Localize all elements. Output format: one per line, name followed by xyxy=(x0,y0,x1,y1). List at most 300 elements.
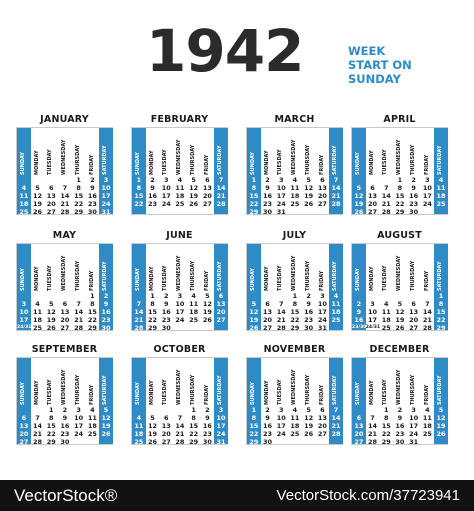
day-cell: 17 xyxy=(161,191,171,200)
weekday-label: SUNDAY xyxy=(20,151,26,175)
month-june xyxy=(131,229,228,333)
day-cell: 3 xyxy=(76,405,81,414)
day-cell: 14 xyxy=(381,191,391,200)
day-cell: 23 xyxy=(87,199,97,208)
day-cell: 10 xyxy=(19,307,29,316)
day-cell: 28 xyxy=(216,199,226,208)
weekday-label: WEDNESDAY xyxy=(291,255,298,291)
day-cell: 8 xyxy=(76,183,81,192)
weekday-column-friday xyxy=(421,244,435,330)
weekday-column-saturday xyxy=(434,128,448,214)
day-cell: 5 xyxy=(306,175,311,184)
day-cell: 2 xyxy=(163,291,169,300)
day-cell: 23 xyxy=(409,199,419,208)
day-cell: 28 xyxy=(331,199,341,208)
day-cell: 4 xyxy=(333,291,339,300)
weekday-column-wednesday xyxy=(58,244,72,330)
day-cell: 23 xyxy=(148,199,158,208)
day-cell: 12 xyxy=(304,183,314,192)
day-cell: 31 xyxy=(276,207,286,216)
day-cell: 29 xyxy=(74,207,84,216)
weekday-label: FRIDAY xyxy=(318,154,325,175)
weekday-column-sunday xyxy=(132,244,146,330)
weekday-column-saturday xyxy=(329,244,343,330)
day-cell: 13 xyxy=(216,299,226,308)
day-cell: 12 xyxy=(436,413,446,422)
day-cell: 25 xyxy=(290,429,300,438)
weekday-column-thursday xyxy=(187,128,201,214)
day-cell: 8 xyxy=(251,183,257,192)
day-cell: 26 xyxy=(436,429,446,438)
weekday-label: WEDNESDAY xyxy=(176,255,183,291)
day-cell: 24 xyxy=(317,315,327,324)
day-cell: 4 xyxy=(383,299,389,308)
day-cell: 21 xyxy=(33,429,43,438)
day-cell: 24 xyxy=(422,199,432,208)
day-cell: 4 xyxy=(438,175,444,184)
weekday-label: SUNDAY xyxy=(250,151,256,175)
day-cell: 10 xyxy=(422,183,432,192)
month-name: SEPTEMBER xyxy=(31,344,98,355)
day-cell: 27 xyxy=(354,437,364,446)
weekday-label: SATURDAY xyxy=(332,261,339,291)
day-cell: 4 xyxy=(90,405,95,414)
weekday-column-wednesday xyxy=(288,128,302,214)
weekday-label: SATURDAY xyxy=(217,261,224,291)
brand-logo: VectorStock® xyxy=(14,486,118,505)
day-cell: 18 xyxy=(381,315,391,324)
weekday-column-tuesday xyxy=(44,128,58,214)
weekday-column-tuesday xyxy=(379,128,393,214)
weekday-label: MONDAY xyxy=(148,266,155,291)
day-cell: 11 xyxy=(19,191,29,200)
weekday-label: FRIDAY xyxy=(88,154,95,175)
day-cell: 20 xyxy=(216,307,226,316)
day-cell: 19 xyxy=(202,307,212,316)
day-cell: 7 xyxy=(278,299,284,308)
weekday-label: WEDNESDAY xyxy=(396,369,403,405)
month-name: OCTOBER xyxy=(153,344,206,355)
day-cell: 3 xyxy=(218,405,224,414)
day-cell: 10 xyxy=(161,183,171,192)
weekday-label: SUNDAY xyxy=(20,267,26,291)
weekday-label: SUNDAY xyxy=(250,381,256,405)
day-cell: 21 xyxy=(331,191,341,200)
day-cell: 29 xyxy=(436,323,446,332)
month-name: AUGUST xyxy=(377,230,422,241)
month-may xyxy=(16,229,113,333)
day-cell: 3 xyxy=(411,405,416,414)
day-cell: 8 xyxy=(438,299,444,308)
weekday-label: SUNDAY xyxy=(355,151,361,175)
day-cell: 14 xyxy=(422,307,432,316)
weekday-label: TUESDAY xyxy=(47,379,54,405)
day-cell: 27 xyxy=(19,437,29,446)
weekday-label: FRIDAY xyxy=(203,384,210,405)
day-cell: 26 xyxy=(304,199,314,208)
day-cell: 16 xyxy=(354,315,364,324)
day-cell: 25 xyxy=(134,437,144,446)
weekday-column-saturday xyxy=(434,358,448,444)
month-name: MAY xyxy=(52,230,77,241)
day-cell: 28 xyxy=(74,323,84,332)
day-cell: 2 xyxy=(205,405,210,414)
day-cell: 10 xyxy=(276,183,286,192)
day-cell: 6 xyxy=(356,413,362,422)
day-cell: 24 xyxy=(409,429,419,438)
weekday-column-saturday xyxy=(99,128,113,214)
day-cell: 5 xyxy=(251,299,257,308)
day-cell: 25 xyxy=(33,323,43,332)
day-cell: 22 xyxy=(134,199,144,208)
day-cell: 15 xyxy=(436,307,446,316)
day-cell: 6 xyxy=(205,175,210,184)
day-cell: 29 xyxy=(46,437,56,446)
day-cell: 26 xyxy=(148,437,158,446)
day-cell: 21 xyxy=(381,199,391,208)
day-cell: 30 xyxy=(60,437,70,446)
day-cell: 25 xyxy=(175,199,185,208)
weekday-column-monday xyxy=(31,244,45,330)
weekday-label: THURSDAY xyxy=(304,144,311,175)
weekday-label: FRIDAY xyxy=(88,270,95,291)
weekday-column-tuesday xyxy=(159,244,173,330)
day-cell: 10 xyxy=(276,413,286,422)
day-cell: 25 xyxy=(19,207,29,216)
day-cell: 23 xyxy=(161,315,171,324)
day-cell: 26 xyxy=(304,429,314,438)
day-cell: 5 xyxy=(103,405,109,414)
day-cell: 10 xyxy=(175,299,185,308)
weekday-column-saturday xyxy=(99,244,113,330)
weekday-column-thursday xyxy=(407,244,421,330)
day-cell: 16 xyxy=(395,421,405,430)
day-cell: 14 xyxy=(216,183,226,192)
footer-bar xyxy=(0,480,474,511)
day-cell: 24 xyxy=(74,429,84,438)
day-cell: 18 xyxy=(422,421,432,430)
weekday-column-tuesday xyxy=(159,358,173,444)
weekday-label: SATURDAY xyxy=(332,145,339,175)
day-cell: 15 xyxy=(148,307,158,316)
day-cell: 17 xyxy=(422,191,432,200)
month-name: JANUARY xyxy=(40,114,89,125)
day-cell: 13 xyxy=(409,307,419,316)
day-cell: 13 xyxy=(317,413,327,422)
month-name: FEBRUARY xyxy=(150,114,209,125)
day-cell: 14 xyxy=(331,183,341,192)
day-cell: 19 xyxy=(304,421,314,430)
day-cell: 1 xyxy=(397,175,403,184)
month-grid xyxy=(131,243,228,331)
weekday-column-friday xyxy=(316,244,330,330)
weekday-column-saturday xyxy=(434,244,448,330)
day-cell: 12 xyxy=(395,307,405,316)
weekday-column-saturday xyxy=(214,128,228,214)
day-cell: 14 xyxy=(276,307,286,316)
day-cell: 26 xyxy=(202,315,212,324)
weekday-label: SUNDAY xyxy=(250,267,256,291)
day-cell: 6 xyxy=(163,413,169,422)
weekday-column-thursday xyxy=(72,358,86,444)
day-cell: 22 xyxy=(249,199,259,208)
month-name: DECEMBER xyxy=(369,344,430,355)
weekday-label: THURSDAY xyxy=(304,374,311,405)
weekday-label: SATURDAY xyxy=(102,375,109,405)
day-cell: 20 xyxy=(317,421,327,430)
weekday-label: THURSDAY xyxy=(409,144,416,175)
day-cell: 29 xyxy=(249,437,259,446)
day-cell: 6 xyxy=(370,183,375,192)
weekday-label: MONDAY xyxy=(368,150,375,175)
day-cell: 20 xyxy=(60,315,70,324)
day-cell: 5 xyxy=(356,183,362,192)
day-cell: 1 xyxy=(90,291,95,300)
day-cell: 19 xyxy=(46,315,56,324)
day-cell: 29 xyxy=(395,207,405,216)
day-cell: 2 xyxy=(356,299,362,308)
weekday-label: SUNDAY xyxy=(135,151,141,175)
day-cell: 20 xyxy=(19,429,29,438)
day-cell: 27 xyxy=(202,199,212,208)
weekday-column-friday xyxy=(201,358,215,444)
day-cell: 16 xyxy=(263,191,273,200)
day-cell: 4 xyxy=(21,183,27,192)
day-cell: 10 xyxy=(101,183,111,192)
day-cell: 2 xyxy=(62,405,68,414)
day-cell: 2 xyxy=(265,405,270,414)
day-cell: 7 xyxy=(370,413,375,422)
weekday-column-sunday xyxy=(352,244,366,330)
day-cell: 11 xyxy=(436,183,446,192)
weekday-column-thursday xyxy=(302,128,316,214)
weekday-label: SATURDAY xyxy=(217,375,224,405)
weekday-column-wednesday xyxy=(58,128,72,214)
day-cell: 3 xyxy=(103,175,109,184)
weekday-column-monday xyxy=(261,128,275,214)
day-cell: 17 xyxy=(317,307,327,316)
weekday-label: SUNDAY xyxy=(135,381,141,405)
weekday-column-sunday xyxy=(132,128,146,214)
day-cell: 30 xyxy=(101,323,111,332)
week-start-line-3: SUNDAY xyxy=(348,72,401,86)
day-cell: 21 xyxy=(368,429,378,438)
day-cell: 17 xyxy=(276,191,286,200)
day-cell: 10 xyxy=(409,413,419,422)
day-cell: 1 xyxy=(76,175,81,184)
day-cell: 19 xyxy=(189,191,199,200)
weekday-label: SATURDAY xyxy=(437,261,444,291)
weekday-label: TUESDAY xyxy=(277,379,284,405)
month-march xyxy=(246,113,343,217)
day-cell: 3 xyxy=(163,175,169,184)
weekday-column-monday xyxy=(366,358,380,444)
month-august xyxy=(351,229,448,333)
day-cell: 22 xyxy=(148,315,158,324)
day-cell: 21 xyxy=(422,315,432,324)
day-cell: 21 xyxy=(276,315,286,324)
day-cell: 19 xyxy=(395,315,405,324)
weekday-label: WEDNESDAY xyxy=(291,369,298,405)
weekday-column-wednesday xyxy=(393,358,407,444)
day-cell: 22 xyxy=(436,315,446,324)
day-cell: 5 xyxy=(438,405,444,414)
day-cell: 16 xyxy=(148,191,158,200)
day-cell: 22 xyxy=(249,429,259,438)
weekday-label: TUESDAY xyxy=(47,149,54,175)
weekday-label: THURSDAY xyxy=(409,374,416,405)
weekday-label: MONDAY xyxy=(368,266,375,291)
weekday-column-friday xyxy=(421,128,435,214)
day-cell: 30 xyxy=(409,207,419,216)
weekday-label: SUNDAY xyxy=(135,267,141,291)
day-cell: 30 xyxy=(263,207,273,216)
weekday-label: TUESDAY xyxy=(162,265,169,291)
day-cell: 28 xyxy=(381,207,391,216)
day-cell: 24 xyxy=(276,199,286,208)
day-cell: 30 xyxy=(263,437,273,446)
weekday-column-wednesday xyxy=(393,244,407,330)
weekday-column-wednesday xyxy=(173,244,187,330)
weekday-column-monday xyxy=(261,358,275,444)
day-cell: 27 xyxy=(317,199,327,208)
weekday-label: SATURDAY xyxy=(332,375,339,405)
weekday-column-monday xyxy=(146,244,160,330)
month-grid xyxy=(16,127,113,215)
week-start-note xyxy=(348,44,458,86)
day-cell: 23 xyxy=(60,429,70,438)
day-cell: 16 xyxy=(60,421,70,430)
day-cell: 13 xyxy=(46,191,56,200)
day-cell: 27 xyxy=(60,323,70,332)
day-cell: 5 xyxy=(205,291,210,300)
weekday-column-friday xyxy=(86,244,100,330)
day-cell: 20 xyxy=(354,429,364,438)
day-cell: 15 xyxy=(74,191,84,200)
weekday-label: THURSDAY xyxy=(74,374,81,405)
day-cell: 18 xyxy=(87,421,97,430)
weekday-label: THURSDAY xyxy=(409,260,416,291)
day-cell: 30 xyxy=(161,323,171,332)
day-cell: 25 xyxy=(189,315,199,324)
weekday-label: TUESDAY xyxy=(382,379,389,405)
day-cell: 16 xyxy=(101,307,111,316)
day-cell: 31 xyxy=(317,323,327,332)
day-cell: 24 xyxy=(175,315,185,324)
day-cell: 9 xyxy=(265,183,270,192)
day-cell: 28 xyxy=(422,323,432,332)
day-cell: 29 xyxy=(189,437,199,446)
day-cell: 2 xyxy=(90,175,95,184)
weekday-label: FRIDAY xyxy=(423,384,430,405)
day-cell: 12 xyxy=(148,421,158,430)
day-cell: 24 xyxy=(276,429,286,438)
day-cell: 27 xyxy=(409,323,419,332)
day-cell: 5 xyxy=(397,299,403,308)
day-cell: 26 xyxy=(354,207,364,216)
day-cell: 12 xyxy=(304,413,314,422)
weekday-label: TUESDAY xyxy=(382,265,389,291)
weekday-label: THURSDAY xyxy=(74,144,81,175)
day-cell: 9 xyxy=(90,183,95,192)
weekday-column-saturday xyxy=(214,358,228,444)
day-cell: 17 xyxy=(175,307,185,316)
weekday-label: FRIDAY xyxy=(423,154,430,175)
weekday-label: WEDNESDAY xyxy=(396,255,403,291)
day-cell: 5 xyxy=(306,405,311,414)
month-grid xyxy=(131,357,228,445)
day-cell: 7 xyxy=(35,413,40,422)
day-cell: 24 xyxy=(216,429,226,438)
day-cell: 11 xyxy=(189,299,199,308)
weekday-label: THURSDAY xyxy=(189,374,196,405)
weekday-label: SATURDAY xyxy=(437,375,444,405)
month-february xyxy=(131,113,228,217)
day-cell: 10 xyxy=(216,413,226,422)
day-cell: 4 xyxy=(35,299,40,308)
day-cell: 6 xyxy=(320,175,325,184)
month-grid xyxy=(246,127,343,215)
weekday-label: WEDNESDAY xyxy=(176,139,183,175)
weekday-label: TUESDAY xyxy=(162,379,169,405)
day-cell: 22 xyxy=(290,315,300,324)
weekday-label: MONDAY xyxy=(33,380,40,405)
weekday-column-tuesday xyxy=(44,358,58,444)
month-grid xyxy=(246,243,343,331)
day-cell: 23 xyxy=(263,199,273,208)
month-december xyxy=(351,343,448,447)
weekday-label: WEDNESDAY xyxy=(291,139,298,175)
day-cell: 11 xyxy=(175,183,185,192)
weekday-label: WEDNESDAY xyxy=(396,139,403,175)
day-cell: 13 xyxy=(317,183,327,192)
month-november xyxy=(246,343,343,447)
weekday-column-wednesday xyxy=(288,244,302,330)
day-cell: 14 xyxy=(134,307,144,316)
day-cell: 15 xyxy=(189,421,199,430)
day-cell: 23/30 xyxy=(352,324,367,330)
month-january xyxy=(16,113,113,217)
day-cell: 11 xyxy=(422,413,432,422)
month-name: NOVEMBER xyxy=(263,344,326,355)
day-cell: 20 xyxy=(202,191,212,200)
day-cell: 3 xyxy=(320,291,325,300)
day-cell: 13 xyxy=(354,421,364,430)
day-cell: 12 xyxy=(202,299,212,308)
day-cell: 14 xyxy=(60,191,70,200)
day-cell: 3 xyxy=(425,175,430,184)
day-cell: 2 xyxy=(103,291,109,300)
day-cell: 10 xyxy=(368,307,378,316)
weekday-label: SATURDAY xyxy=(217,145,224,175)
weekday-column-friday xyxy=(86,128,100,214)
day-cell: 21 xyxy=(134,315,144,324)
day-cell: 29 xyxy=(249,207,259,216)
day-cell: 20 xyxy=(409,315,419,324)
day-cell: 8 xyxy=(136,183,142,192)
weekday-column-thursday xyxy=(302,244,316,330)
day-cell: 29 xyxy=(381,437,391,446)
month-grid xyxy=(351,127,448,215)
day-cell: 13 xyxy=(202,183,212,192)
day-cell: 25 xyxy=(290,199,300,208)
weekday-column-monday xyxy=(31,358,45,444)
day-cell: 4 xyxy=(136,413,142,422)
day-cell: 18 xyxy=(290,191,300,200)
weekday-label: FRIDAY xyxy=(88,384,95,405)
weekday-label: TUESDAY xyxy=(277,149,284,175)
day-cell: 7 xyxy=(333,175,339,184)
